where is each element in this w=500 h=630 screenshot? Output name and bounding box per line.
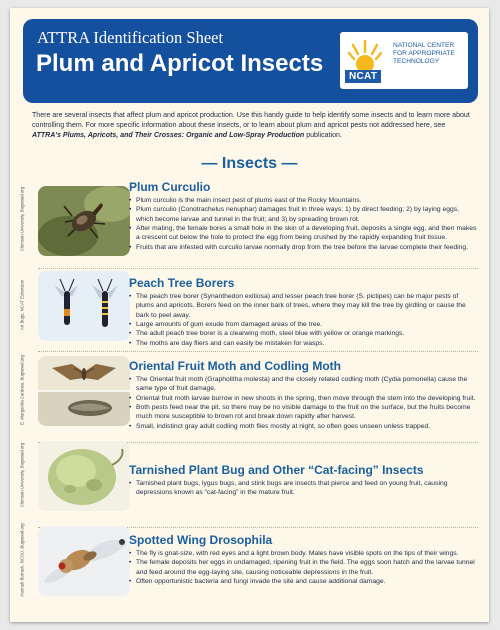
bullet-item: • The adult peach tree borer is a clearwing moth, steel blue with yellow or orange markings. [129, 329, 477, 338]
bullet-item: • Often opportunistic bacteria and fungi invade the site and cause additional damage. [129, 577, 477, 586]
spotted-wing-drosophila-photo [38, 526, 130, 596]
photo-credit: Art Bugs, NCAT Extension [19, 279, 25, 331]
bullet-list [129, 549, 477, 586]
bullet-item: • Fruits that are infested with curculio larvae normally drop from the tree before the larvae complete their feeding. [129, 243, 477, 252]
tarnished-plant-bug-photo [38, 441, 130, 511]
bullet-list [129, 196, 477, 252]
bullet-list [129, 375, 477, 431]
insect-entry [129, 463, 477, 498]
photo-credit: Clemson University, Bugwood.org [19, 442, 25, 508]
entry-title: Plum Curculio [129, 180, 211, 194]
plum-curculio-photo [38, 186, 130, 256]
sheet-subtitle: ATTRA Identification Sheet [37, 28, 224, 47]
bullet-item: • Both pests feed near the pit, so there may be no visible damage to the fruit on the surface, but the fruits become much more susceptible to brown rot and break down rapidly after harvest. [129, 403, 477, 422]
entry-title: Oriental Fruit Moth and Codling Moth [129, 359, 341, 373]
insect-entry [129, 359, 477, 431]
bullet-item: • The peach tree borer (Synanthedon exitiosa) and lesser peach tree borer (S. pictipes) can be major pests of plums and apricots. Borers feed on the inner bark of trees, where they may kill the tree by girdling or cause the bark to peel away. [129, 292, 477, 320]
logo-wordmark: NCAT [345, 70, 381, 83]
entry-title: Peach Tree Borers [129, 276, 235, 290]
peach-tree-borer-photo [38, 271, 130, 341]
bullet-item: • Tarnished plant bugs, lygus bugs, and stink bugs are insects that pierce and feed on young fruit, causing depressions known as “cat-facing” in the mature fruit. [129, 479, 477, 498]
photo-credit: Clemson University, Bugwood.org [19, 186, 25, 252]
insect-entry [129, 276, 477, 348]
bullet-item: • Oriental fruit moth larvae burrow in new shoots in the spring, then move through the stem into the developing fruit. [129, 394, 477, 403]
bullet-item: • The female deposits her eggs in undamaged, ripening fruit in the field. The eggs soon hatch and the larvae tunnel and feed around the egg-laying site, causing noticeable depressions in the fruit. [129, 558, 477, 577]
divider [38, 268, 478, 269]
bullet-list [129, 479, 477, 498]
identification-sheet [10, 8, 489, 622]
sun-logo-icon [348, 38, 382, 72]
bullet-item: • The Oriental fruit moth (Grapholitha molesta) and the closely related codling moth (Cydia pomonella) cause the same type of fruit damage. [129, 375, 477, 394]
header-banner [23, 19, 478, 103]
divider [38, 351, 478, 352]
fruit-moth-photo [38, 356, 130, 426]
logo-organization-name: NATIONAL CENTER FOR APPROPRIATE TECHNOLOGY [393, 42, 455, 65]
photo-credit: E. Margarida Cardoso, Bugwood.org [19, 355, 25, 425]
publication-title: ATTRA's Plums, Apricots, and Their Crosses: Organic and Low-Spray Production [32, 131, 305, 139]
entry-title: Tarnished Plant Bug and Other “Cat-facing” Insects [129, 463, 424, 477]
bullet-item: • After mating, the female bores a small hole in the skin of a developing fruit, deposits a single egg, and then makes a crescent cut below the hole to protect the egg from being crushed by the rapidly expanding fruit tissue. [129, 224, 477, 243]
bullet-item: • Small, indistinct gray adult codling moth flies mostly at night, so often goes unseen unless trapped. [129, 422, 477, 431]
insect-entry [129, 180, 477, 252]
photo-credit: Hannah Burrack, NCSU, Bugwood.org [19, 523, 25, 597]
bullet-item: • Plum curculio is the main insect pest of plums east of the Rocky Mountains. [129, 196, 477, 205]
intro-paragraph: There are several insects that affect plum and apricot production. Use this handy guide to help identify some insects and to learn more about controlling them. For more specific information about these insects, or to learn about plum and apricot pests not addressed here, see ATTRA's Plums, Apricots, and Their Crosses: Organic and Low-Spray Production publication. [32, 112, 470, 139]
bullet-item: • Plum curculio (Conotrachelus nenuphar) damages fruit in three ways: 1) by direct feeding; 2) by laying eggs, which become larvae and tunnel in the fruit; and 3) by spreading brown rot. [129, 205, 477, 224]
insect-entry [129, 533, 477, 586]
section-heading: — Insects — [201, 155, 298, 172]
bullet-item: • Large amounts of gum exude from damaged areas of the tree. [129, 320, 477, 329]
sheet-title: Plum and Apricot Insects [36, 50, 324, 77]
bullet-item: • The fly is gnat-size, with red eyes and a light brown body. Males have visible spots on the tips of their wings. [129, 549, 477, 558]
entry-title: Spotted Wing Drosophila [129, 533, 273, 547]
bullet-item: • The moths are day fliers and can easily be mistaken for wasps. [129, 339, 477, 348]
bullet-list [129, 292, 477, 348]
ncat-logo [340, 32, 468, 89]
